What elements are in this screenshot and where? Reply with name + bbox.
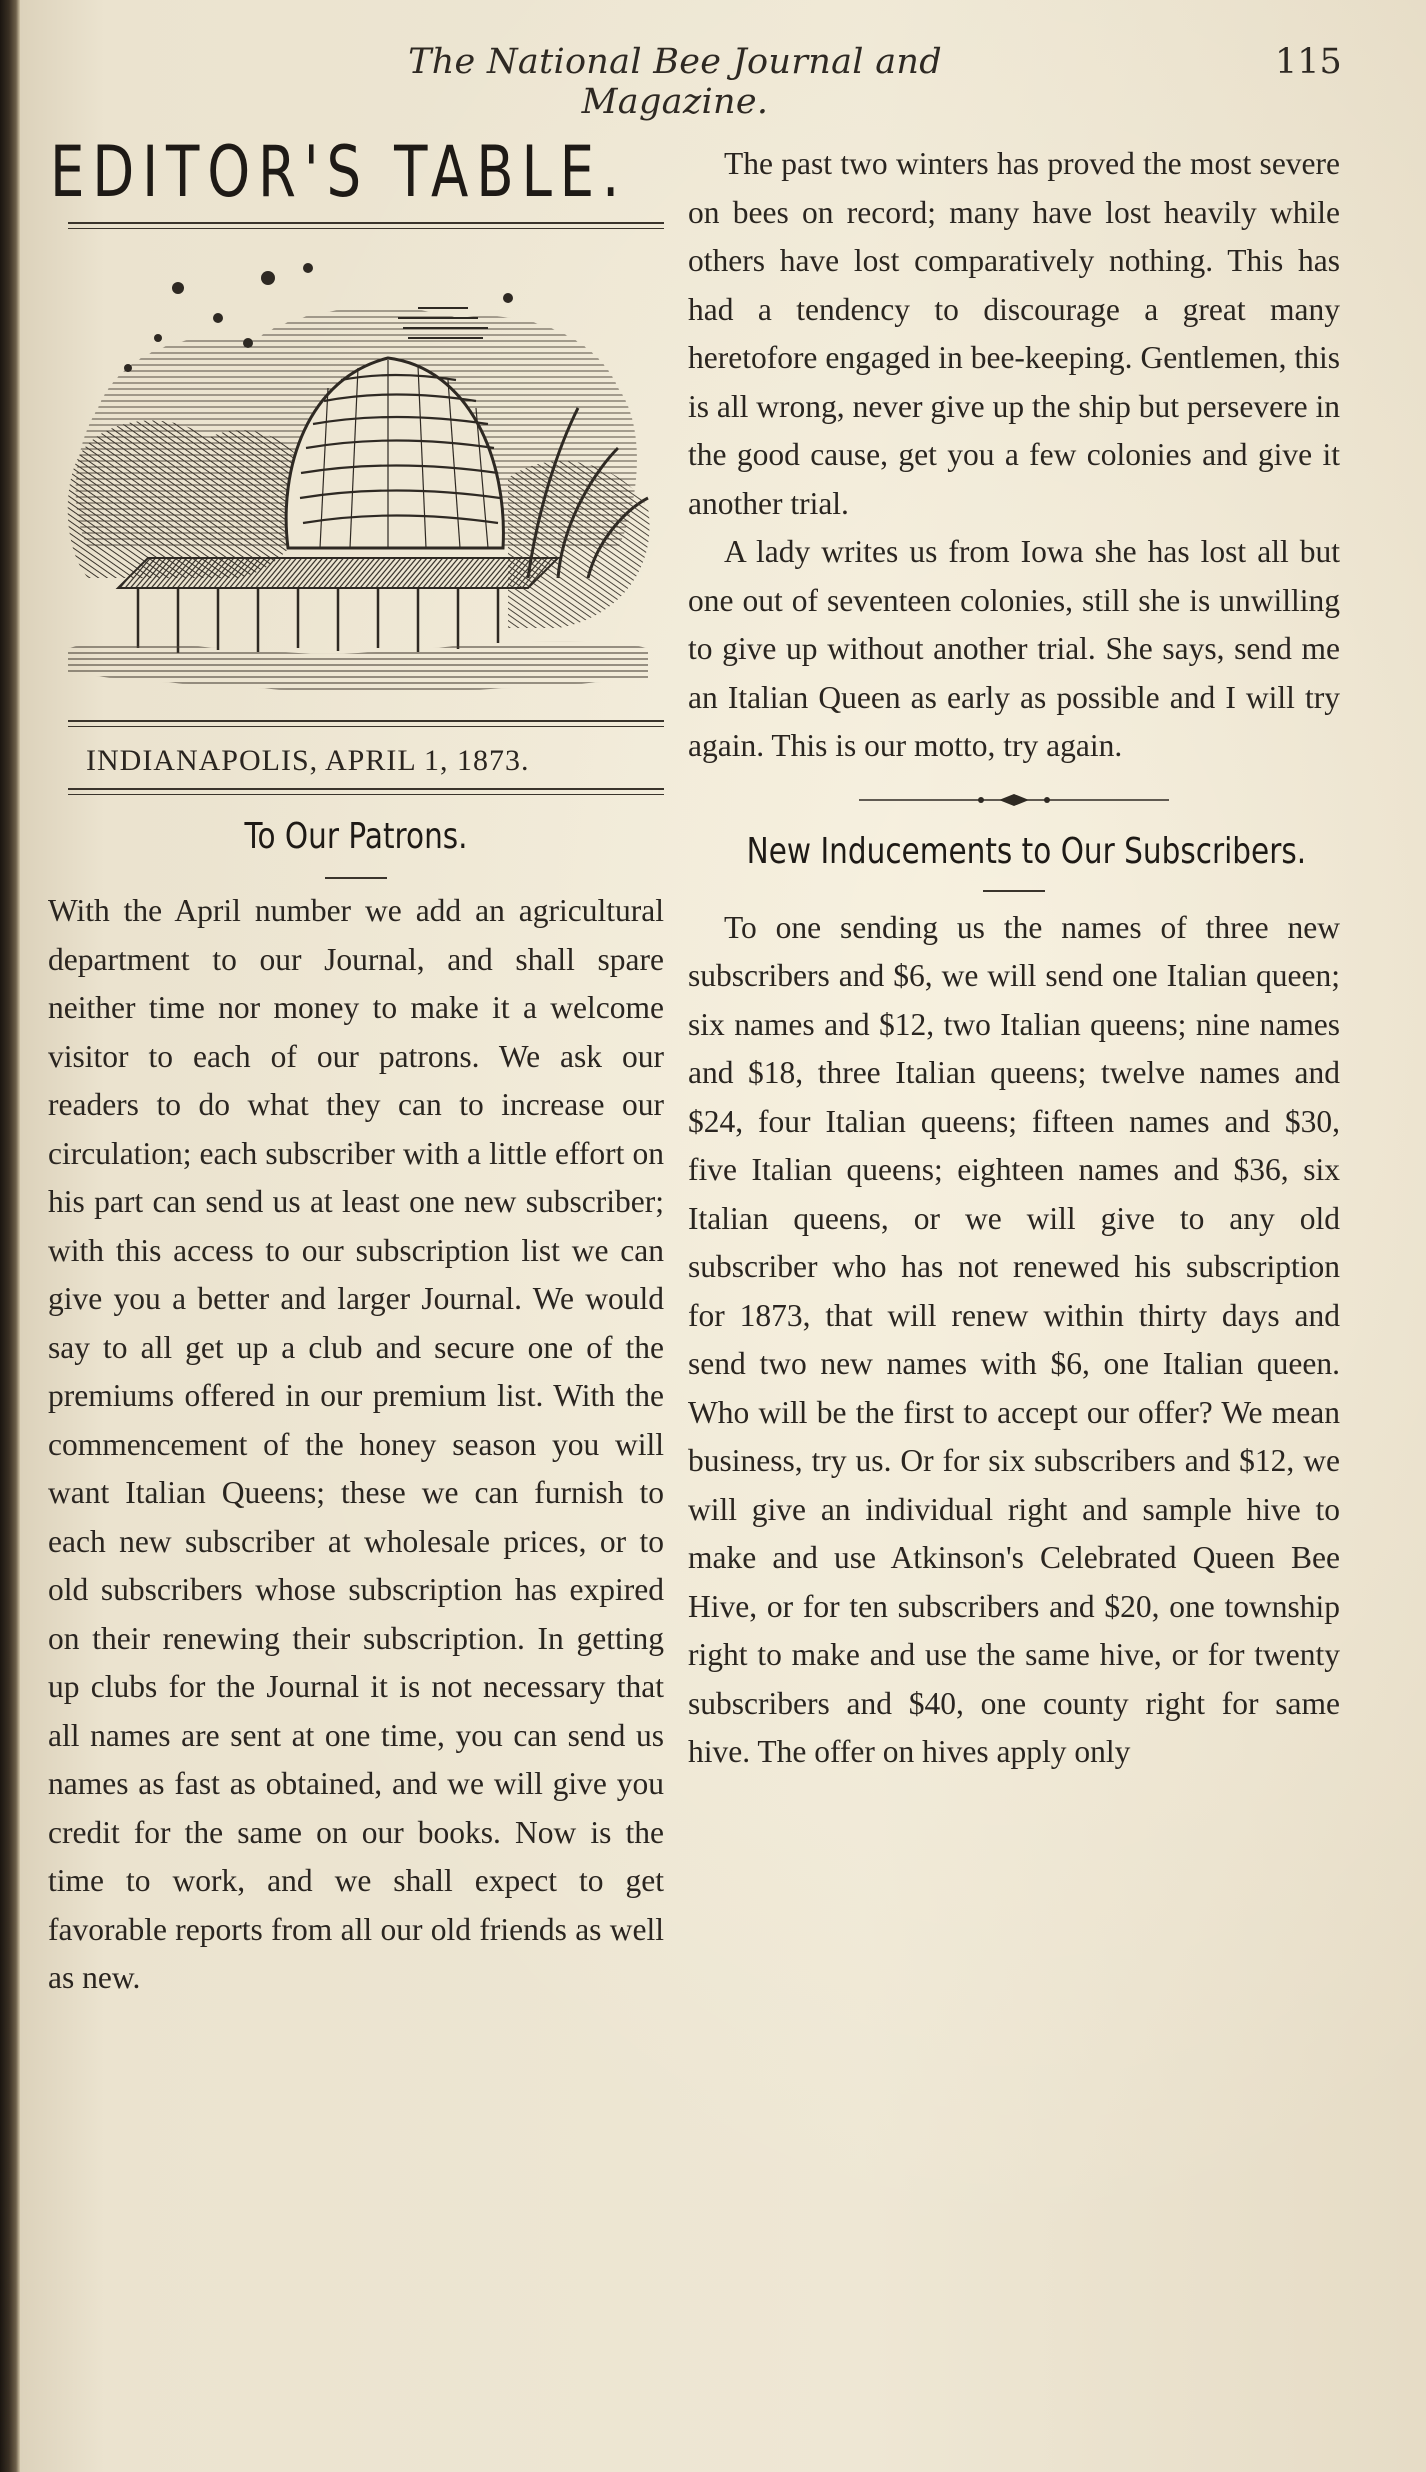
journal-page <box>20 0 1426 2472</box>
article-heading-inducements: New Inducements to Our Subscribers. <box>746 830 1307 872</box>
heading-short-rule <box>325 877 387 879</box>
decorative-rule-ornament-icon <box>849 785 1179 815</box>
paragraph-winters: The past two winters has proved the most severe on bees on record; many have lost heavily while others have lost comparatively nothing. This has had a tendency to discourage a great many heretofore engaged in bee-keeping. Gentlemen, this is all wrong, never give up the ship but persevere in the good cause, get you a few colonies and give it another trial. <box>688 146 1340 521</box>
dateline: INDIANAPOLIS, APRIL 1, 1873. <box>86 744 530 777</box>
heading-short-rule <box>983 890 1045 892</box>
image-bottom-rule <box>68 720 664 730</box>
right-column <box>688 140 1340 1777</box>
editorial-notes <box>688 140 1340 771</box>
article-heading-patrons: To Our Patrons. <box>244 816 468 857</box>
article-body-inducements <box>688 904 1340 1777</box>
page-number: 115 <box>1275 42 1342 82</box>
dateline-rule <box>68 788 664 798</box>
paragraph-offer: To one sending us the names of three new subscribers and $6, we will send one Italian queen; six names and $12, two Italian queens; nine names and $18, three Italian queens; twelve names and $24, four Italian queens; fifteen names and $30, five Italian queens; eighteen names and $36, six Italian queens, or we will give to any old subscriber who has not renewed his subscription for 1873, that will renew within thirty days and send two new names with $6, one Italian queen. Who will be the first to accept our offer? We mean business, try us. Or for six subscribers and $12, we will give an individual right and sample hive to make and use Atkinson's Celebrated Queen Bee Hive, or for ten subscribers and $20, one township right to make and use the same hive, or for twenty subscribers and $40, one county right for same hive. The offer on hives apply only <box>688 909 1340 1769</box>
left-column <box>48 130 664 2003</box>
book-spine-shadow <box>0 0 20 2472</box>
article-paragraph: With the April number we add an agricultural department to our Journal, and shall spare neither time nor money to make it a welcome visitor to each of our patrons. We ask our readers to do what they can to increase our circulation; each subscriber with a little effort on his part can send us at least one new subscriber; with this access to our subscription list we can give you a better and larger Journal. We would say to all get up a club and secure one of the premiums offered in our premium list. With the commencement of the honey season you will want Italian Queens; these we can furnish to each new subscriber at wholesale prices, or to old subscribers whose subscription has expired on their renewing their subscription. In getting up clubs for the Journal it is not necessary that all names are sent at one time, you can send us names as fast as obtained, and we will give you credit for the same on our books. Now is the time to work, and we shall expect to get favorable reports from all our old friends as well as new. <box>48 893 664 1995</box>
beehive-garden-engraving-icon <box>58 248 658 708</box>
running-head-title: The National Bee Journal and Magazine. <box>408 42 942 122</box>
section-title: EDITOR'S TABLE. <box>50 131 628 213</box>
article-body-patrons <box>48 887 664 2003</box>
paragraph-iowa-lady: A lady writes us from Iowa she has lost all but one out of seventeen colonies, still she is unwilling to give up without another trial. She says, send me an Italian Queen as early as possible and I will try again. This is our motto, try again. <box>688 534 1340 763</box>
title-double-rule <box>68 222 664 232</box>
